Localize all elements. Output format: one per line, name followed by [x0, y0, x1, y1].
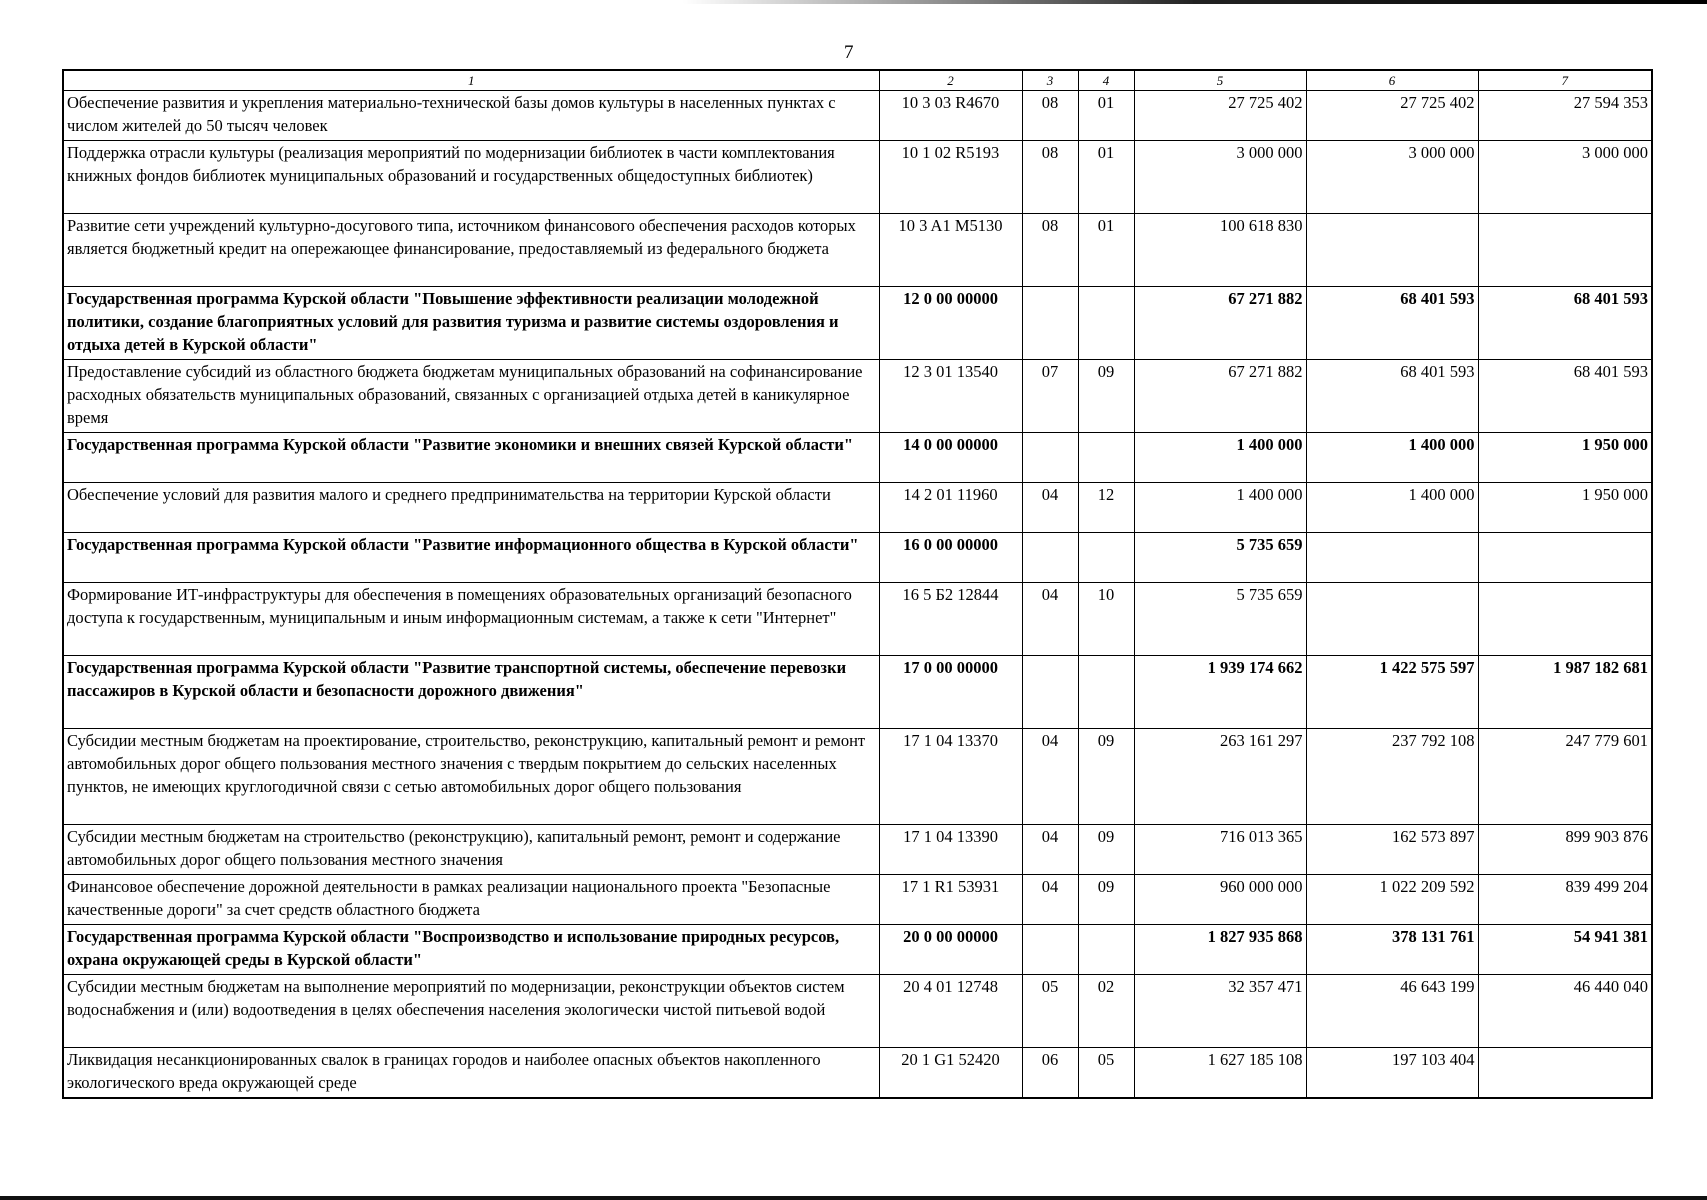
row-amount-5: 3 000 000: [1134, 141, 1306, 214]
row-subsection: [1078, 925, 1134, 975]
row-amount-6: 1 400 000: [1306, 433, 1478, 483]
row-code: 20 4 01 12748: [879, 975, 1022, 1048]
scan-top-edge: [0, 0, 1707, 4]
row-amount-7: 247 779 601: [1478, 729, 1652, 825]
row-amount-6: 27 725 402: [1306, 91, 1478, 141]
row-name: Поддержка отрасли культуры (реализация мероприятий по модернизации библиотек в части комплектования книжных фондов библиотек муниципальных образований и государственных общедоступных библиотек): [63, 141, 879, 214]
row-amount-5: 1 400 000: [1134, 433, 1306, 483]
row-amount-5: 5 735 659: [1134, 533, 1306, 583]
row-name: Государственная программа Курской области "Развитие транспортной системы, обеспечение перевозки пассажиров в Курской области и безопасности дорожного движения": [63, 656, 879, 729]
row-section: [1022, 433, 1078, 483]
row-code: 16 0 00 00000: [879, 533, 1022, 583]
row-subsection: 09: [1078, 875, 1134, 925]
row-code: 17 1 04 13370: [879, 729, 1022, 825]
row-section: 07: [1022, 360, 1078, 433]
row-section: 08: [1022, 91, 1078, 141]
row-amount-7: 899 903 876: [1478, 825, 1652, 875]
row-amount-5: 32 357 471: [1134, 975, 1306, 1048]
table-row: [63, 583, 1652, 656]
row-name: Предоставление субсидий из областного бюджета бюджетам муниципальных образований на софинансирование расходных обязательств муниципальных образований, связанных с организацией отдыха детей в каникулярное время: [63, 360, 879, 433]
row-amount-7: 1 987 182 681: [1478, 656, 1652, 729]
program-row: [63, 925, 1652, 975]
row-name: Субсидии местным бюджетам на проектирование, строительство, реконструкцию, капитальный ремонт и ремонт автомобильных дорог общего пользования местного значения с твердым покрытием до сельских населенных пунктов, не имеющих круглогодичной связи с сетью автомобильных дорог общего пользования: [63, 729, 879, 825]
row-code: 20 0 00 00000: [879, 925, 1022, 975]
row-subsection: 05: [1078, 1048, 1134, 1098]
row-amount-7: 839 499 204: [1478, 875, 1652, 925]
row-name: Ликвидация несанкционированных свалок в границах городов и наиболее опасных объектов накопленного экологического вреда окружающей среде: [63, 1048, 879, 1098]
row-section: 04: [1022, 483, 1078, 533]
row-amount-7: 1 950 000: [1478, 483, 1652, 533]
row-section: 06: [1022, 1048, 1078, 1098]
row-amount-6: [1306, 583, 1478, 656]
row-amount-7: 1 950 000: [1478, 433, 1652, 483]
row-name: Развитие сети учреждений культурно-досугового типа, источником финансового обеспечения расходов которых является бюджетный кредит на опережающее финансирование, предоставляемый из федерального бюджета: [63, 214, 879, 287]
row-amount-7: 68 401 593: [1478, 360, 1652, 433]
row-subsection: 01: [1078, 214, 1134, 287]
row-amount-7: [1478, 1048, 1652, 1098]
row-subsection: [1078, 533, 1134, 583]
row-code: 14 2 01 11960: [879, 483, 1022, 533]
row-name: Государственная программа Курской области "Повышение эффективности реализации молодежной политики, создание благоприятных условий для развития туризма и развитие системы оздоровления и отдыха детей в Курской области": [63, 287, 879, 360]
row-code: 17 1 04 13390: [879, 825, 1022, 875]
row-name: Субсидии местным бюджетам на выполнение мероприятий по модернизации, реконструкции объектов систем водоснабжения и (или) водоотведения в целях обеспечения населения экологически чистой питьевой водой: [63, 975, 879, 1048]
row-section: 08: [1022, 141, 1078, 214]
row-name: Финансовое обеспечение дорожной деятельности в рамках реализации национального проекта "Безопасные качественные дороги" за счет средств областного бюджета: [63, 875, 879, 925]
row-name: Государственная программа Курской области "Воспроизводство и использование природных ресурсов, охрана окружающей среды в Курской области": [63, 925, 879, 975]
row-amount-7: 27 594 353: [1478, 91, 1652, 141]
column-header-2: 2: [879, 70, 1022, 91]
row-code: 17 0 00 00000: [879, 656, 1022, 729]
row-amount-6: 68 401 593: [1306, 360, 1478, 433]
row-section: 04: [1022, 825, 1078, 875]
table-row: [63, 1048, 1652, 1098]
row-amount-5: 100 618 830: [1134, 214, 1306, 287]
row-subsection: [1078, 433, 1134, 483]
row-amount-5: 67 271 882: [1134, 360, 1306, 433]
row-section: [1022, 287, 1078, 360]
table-row: [63, 825, 1652, 875]
row-subsection: 09: [1078, 360, 1134, 433]
scan-bottom-edge: [0, 1196, 1707, 1200]
row-amount-6: 378 131 761: [1306, 925, 1478, 975]
row-code: 10 3 A1 M5130: [879, 214, 1022, 287]
row-amount-6: [1306, 214, 1478, 287]
row-code: 10 1 02 R5193: [879, 141, 1022, 214]
table-row: [63, 483, 1652, 533]
row-subsection: 02: [1078, 975, 1134, 1048]
row-name: Государственная программа Курской области "Развитие экономики и внешних связей Курской области": [63, 433, 879, 483]
row-amount-6: 46 643 199: [1306, 975, 1478, 1048]
row-amount-6: 1 400 000: [1306, 483, 1478, 533]
row-amount-7: 46 440 040: [1478, 975, 1652, 1048]
row-section: 04: [1022, 875, 1078, 925]
row-amount-5: 960 000 000: [1134, 875, 1306, 925]
row-amount-6: 3 000 000: [1306, 141, 1478, 214]
row-amount-6: 197 103 404: [1306, 1048, 1478, 1098]
table-row: [63, 875, 1652, 925]
row-amount-7: [1478, 533, 1652, 583]
row-subsection: 09: [1078, 729, 1134, 825]
row-amount-5: 716 013 365: [1134, 825, 1306, 875]
row-subsection: [1078, 656, 1134, 729]
row-amount-6: 1 022 209 592: [1306, 875, 1478, 925]
row-subsection: 01: [1078, 141, 1134, 214]
row-amount-7: [1478, 583, 1652, 656]
row-amount-7: [1478, 214, 1652, 287]
row-code: 14 0 00 00000: [879, 433, 1022, 483]
budget-table: [62, 69, 1653, 1099]
row-code: 10 3 03 R4670: [879, 91, 1022, 141]
row-code: 17 1 R1 53931: [879, 875, 1022, 925]
row-section: [1022, 656, 1078, 729]
row-amount-7: 54 941 381: [1478, 925, 1652, 975]
row-amount-5: 1 827 935 868: [1134, 925, 1306, 975]
program-row: [63, 287, 1652, 360]
column-header-6: 6: [1306, 70, 1478, 91]
row-amount-6: [1306, 533, 1478, 583]
table-row: [63, 214, 1652, 287]
row-name: Обеспечение развития и укрепления материально-технической базы домов культуры в населенных пунктах с числом жителей до 50 тысяч человек: [63, 91, 879, 141]
column-header-4: 4: [1078, 70, 1134, 91]
row-code: 12 0 00 00000: [879, 287, 1022, 360]
page-number: 7: [844, 42, 854, 63]
row-amount-5: 5 735 659: [1134, 583, 1306, 656]
row-amount-5: 27 725 402: [1134, 91, 1306, 141]
column-header-3: 3: [1022, 70, 1078, 91]
row-amount-7: 3 000 000: [1478, 141, 1652, 214]
row-subsection: [1078, 287, 1134, 360]
row-amount-5: 1 400 000: [1134, 483, 1306, 533]
row-amount-6: 68 401 593: [1306, 287, 1478, 360]
row-name: Обеспечение условий для развития малого и среднего предпринимательства на территории Курской области: [63, 483, 879, 533]
row-name: Субсидии местным бюджетам на строительство (реконструкцию), капитальный ремонт, ремонт и содержание автомобильных дорог общего пользования местного значения: [63, 825, 879, 875]
row-amount-5: 1 627 185 108: [1134, 1048, 1306, 1098]
program-row: [63, 656, 1652, 729]
row-code: 12 3 01 13540: [879, 360, 1022, 433]
row-section: [1022, 925, 1078, 975]
row-amount-6: 237 792 108: [1306, 729, 1478, 825]
row-code: 16 5 Б2 12844: [879, 583, 1022, 656]
program-row: [63, 533, 1652, 583]
row-amount-6: 1 422 575 597: [1306, 656, 1478, 729]
row-name: Государственная программа Курской области "Развитие информационного общества в Курской области": [63, 533, 879, 583]
program-row: [63, 433, 1652, 483]
column-number-row: [63, 70, 1652, 91]
row-subsection: 01: [1078, 91, 1134, 141]
column-header-1: 1: [63, 70, 879, 91]
row-section: 08: [1022, 214, 1078, 287]
table-row: [63, 360, 1652, 433]
column-header-5: 5: [1134, 70, 1306, 91]
table-row: [63, 91, 1652, 141]
row-subsection: 12: [1078, 483, 1134, 533]
row-amount-7: 68 401 593: [1478, 287, 1652, 360]
row-subsection: 10: [1078, 583, 1134, 656]
row-name: Формирование ИТ-инфраструктуры для обеспечения в помещениях образовательных организаций безопасного доступа к государственным, муниципальным и иным информационным системам, а также к сети "Интернет": [63, 583, 879, 656]
table-row: [63, 729, 1652, 825]
row-section: 04: [1022, 729, 1078, 825]
row-section: [1022, 533, 1078, 583]
row-subsection: 09: [1078, 825, 1134, 875]
row-amount-5: 67 271 882: [1134, 287, 1306, 360]
row-amount-6: 162 573 897: [1306, 825, 1478, 875]
table-row: [63, 975, 1652, 1048]
row-section: 05: [1022, 975, 1078, 1048]
row-amount-5: 1 939 174 662: [1134, 656, 1306, 729]
table-row: [63, 141, 1652, 214]
row-code: 20 1 G1 52420: [879, 1048, 1022, 1098]
column-header-7: 7: [1478, 70, 1652, 91]
row-section: 04: [1022, 583, 1078, 656]
row-amount-5: 263 161 297: [1134, 729, 1306, 825]
